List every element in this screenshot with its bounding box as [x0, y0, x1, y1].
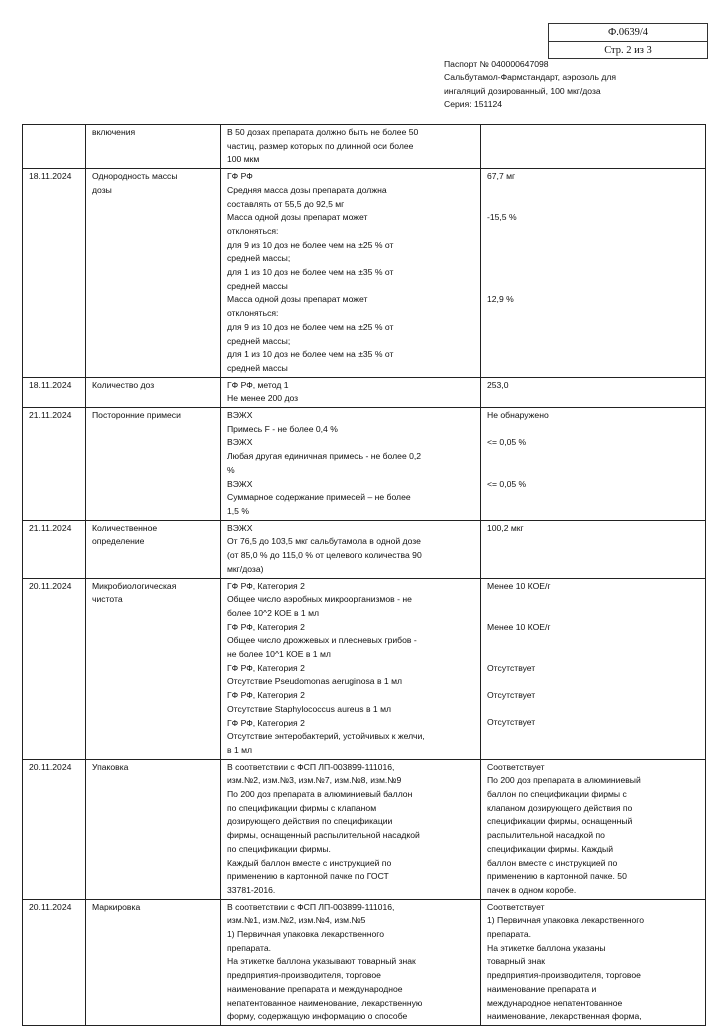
norm-cell-line: по спецификации фирмы. [227, 843, 331, 854]
norm-cell-line: Суммарное содержание примесей – не более [227, 492, 411, 503]
norm-cell-line: Отсутствие Pseudomonas aeruginosa в 1 мл [227, 676, 403, 687]
norm-cell-line: ГФ РФ [227, 171, 253, 182]
result-cell-line: Соответствует [487, 901, 545, 912]
norm-cell-line: В 50 дозах препарата должно быть не более 50 [227, 127, 419, 137]
norm-cell [221, 899, 481, 1025]
test-name-cell [86, 520, 221, 578]
norm-cell [221, 125, 481, 169]
table-row [23, 899, 706, 1025]
result-cell [481, 899, 706, 1025]
norm-cell-line: фирмы, оснащенный распылительной насадкой [227, 830, 420, 841]
norm-cell-line: ВЭЖХ [227, 478, 253, 489]
norm-cell-line: для 9 из 10 доз не более чем на ±25 % от [227, 239, 394, 250]
norm-cell-line: По 200 доз препарата в алюминиевый баллон [227, 789, 413, 800]
norm-cell-line: В соответствии с ФСП ЛП-003899-111016, [227, 761, 395, 772]
page-number: Стр. 2 из 3 [604, 45, 652, 56]
table-row [23, 759, 706, 899]
norm-cell-line: дозирующего действия по спецификации [227, 816, 393, 827]
norm-cell-line: более 10^2 КОЕ в 1 мл [227, 607, 319, 618]
passport-line: Серия: 151124 [444, 99, 503, 110]
norm-cell-line: В соответствии с ФСП ЛП-003899-111016, [227, 901, 395, 912]
table-row [23, 408, 706, 521]
result-cell-line: распылительной насадкой по [487, 830, 605, 841]
test-name-cell-line: дозы [92, 184, 112, 195]
norm-cell-line: ГФ РФ, Категория 2 [227, 717, 305, 728]
norm-cell-line: Не менее 200 доз [227, 393, 299, 404]
result-cell-line: 253,0 [487, 379, 509, 390]
result-cell-line: баллон по спецификации фирмы с [487, 789, 627, 800]
norm-cell-line: Средняя масса дозы препарата должна [227, 184, 387, 195]
test-name-cell-line: включения [92, 127, 136, 137]
norm-cell-line: отклоняться: [227, 308, 279, 319]
norm-cell-line: средней массы; [227, 253, 291, 264]
table-row [23, 125, 706, 169]
test-date-cell: 18.11.2024 [23, 377, 86, 407]
result-cell-line: наименование препарата и [487, 983, 597, 994]
result-cell [481, 125, 706, 169]
result-cell-line: Не обнаружено [487, 410, 549, 421]
norm-cell-line: 100 мкм [227, 154, 260, 165]
result-cell-line: Отсутствует [487, 717, 536, 728]
result-cell-line: Соответствует [487, 761, 545, 772]
norm-cell-line: (от 85,0 % до 115,0 % от целевого количества 90 [227, 550, 422, 561]
result-cell-line [487, 450, 701, 464]
result-cell-line: Отсутствует [487, 690, 536, 701]
norm-cell-line: Масса одной дозы препарат может [227, 212, 368, 223]
passport-line: ингаляций дозированный, 100 мкг/доза [444, 85, 601, 96]
test-date-cell: 20.11.2024 [23, 578, 86, 759]
norm-cell-line: Каждый баллон вместе с инструкцией по [227, 857, 392, 868]
test-name-cell-line: определение [92, 536, 145, 547]
result-cell-line: баллон вместе с инструкцией по [487, 857, 618, 868]
test-name-cell-line: Посторонние примеси [92, 410, 181, 421]
norm-cell-line: ГФ РФ, метод 1 [227, 379, 289, 390]
result-cell-line: 100,2 мкг [487, 522, 524, 533]
result-cell-line: товарный знак [487, 956, 545, 967]
norm-cell [221, 377, 481, 407]
norm-cell-line: Любая другая единичная примесь - не более 0,2 [227, 451, 422, 462]
norm-cell-line: наименование препарата и международное [227, 983, 403, 994]
norm-cell-line: изм.№2, изм.№3, изм.№7, изм.№8, изм.№9 [227, 775, 402, 786]
result-cell-line [487, 266, 701, 280]
norm-cell-line: ВЭЖХ [227, 410, 253, 421]
test-name-cell-line: Упаковка [92, 761, 129, 772]
norm-cell-line: средней массы [227, 362, 288, 373]
form-code-box [548, 23, 708, 59]
result-cell-line: спецификации фирмы. Каждый [487, 843, 613, 854]
norm-cell [221, 408, 481, 521]
test-name-cell-line: Количество доз [92, 379, 155, 390]
result-cell-line: клапаном дозирующего действия по [487, 802, 633, 813]
norm-cell-line: 1) Первичная упаковка лекарственного [227, 929, 384, 940]
result-cell [481, 377, 706, 407]
test-date-cell: 21.11.2024 [23, 520, 86, 578]
result-cell-line: наименование, лекарственная форма, [487, 1011, 642, 1022]
test-results-table [22, 124, 706, 1026]
norm-cell-line: Общее число дрожжевых и плесневых грибов - [227, 635, 417, 646]
result-cell [481, 759, 706, 899]
norm-cell-line: не более 10^1 КОЕ в 1 мл [227, 649, 331, 660]
test-date-cell: 21.11.2024 [23, 408, 86, 521]
result-cell-line [487, 225, 701, 239]
norm-cell-line: частиц, размер которых по длинной оси более [227, 140, 414, 151]
norm-cell-line: Отсутствие Staphylococcus aureus в 1 мл [227, 703, 392, 714]
norm-cell-line: предприятия-производителя, торговое [227, 970, 381, 981]
result-cell-line: пачек в одном коробе. [487, 884, 577, 895]
table-row [23, 377, 706, 407]
form-code: Ф.0639/4 [549, 24, 707, 42]
result-cell-line [487, 634, 701, 648]
test-name-cell-line: чистота [92, 594, 123, 605]
result-cell-line: <= 0,05 % [487, 437, 527, 448]
result-cell-line [487, 648, 701, 662]
result-cell-line: По 200 доз препарата в алюминиевый [487, 775, 641, 786]
norm-cell-line: Масса одной дозы препарат может [227, 294, 368, 305]
result-cell-line: На этикетке баллона указаны [487, 942, 606, 953]
result-cell-line: 12,9 % [487, 294, 514, 305]
norm-cell-line: изм.№1, изм.№2, изм.№4, изм.№5 [227, 915, 366, 926]
test-name-cell-line: Однородность массы [92, 171, 178, 182]
norm-cell [221, 520, 481, 578]
result-cell-line [487, 675, 701, 689]
norm-cell [221, 759, 481, 899]
norm-cell-line: средней массы [227, 280, 288, 291]
norm-cell [221, 169, 481, 378]
result-cell-line: применению в картонной пачке. 50 [487, 871, 627, 882]
norm-cell-line: непатентованное наименование, лекарственную [227, 997, 423, 1008]
passport-line: Сальбутамол-Фармстандарт, аэрозоль для [444, 72, 617, 83]
result-cell-line: 67,7 мг [487, 171, 516, 182]
test-name-cell [86, 578, 221, 759]
result-cell-line: Отсутствует [487, 662, 536, 673]
test-date-cell: 20.11.2024 [23, 759, 86, 899]
result-cell-line: Менее 10 КОЕ/г [487, 621, 551, 632]
passport-line: Паспорт № 040000647098 [444, 59, 549, 69]
test-date-cell [23, 125, 86, 169]
norm-cell-line: для 9 из 10 доз не более чем на ±25 % от [227, 321, 394, 332]
result-cell-line [487, 280, 701, 294]
norm-cell-line: ГФ РФ, Категория 2 [227, 662, 305, 673]
norm-cell-line: ГФ РФ, Категория 2 [227, 580, 305, 591]
result-cell [481, 578, 706, 759]
result-cell-line: <= 0,05 % [487, 478, 527, 489]
result-cell-line [487, 239, 701, 253]
norm-cell-line: ГФ РФ, Категория 2 [227, 690, 305, 701]
result-cell-line [487, 607, 701, 621]
result-cell [481, 169, 706, 378]
test-name-cell [86, 125, 221, 169]
norm-cell-line: средней массы; [227, 335, 291, 346]
result-cell-line [487, 252, 701, 266]
norm-cell-line: На этикетке баллона указывают товарный знак [227, 956, 416, 967]
norm-cell-line: ГФ РФ, Категория 2 [227, 621, 305, 632]
norm-cell-line: % [227, 464, 235, 475]
norm-cell-line: 33781-2016. [227, 884, 276, 895]
test-name-cell [86, 899, 221, 1025]
result-cell-line: препарата. [487, 929, 532, 940]
norm-cell-line: 1,5 % [227, 505, 249, 516]
result-cell-line: международное непатентованное [487, 997, 623, 1008]
test-date-cell: 20.11.2024 [23, 899, 86, 1025]
result-cell [481, 520, 706, 578]
norm-cell [221, 578, 481, 759]
test-name-cell-line: Маркировка [92, 901, 141, 912]
test-name-cell [86, 759, 221, 899]
test-name-cell [86, 377, 221, 407]
result-cell-line [487, 464, 701, 478]
norm-cell-line: форму, содержащую информацию о способе [227, 1011, 408, 1022]
table-row [23, 169, 706, 378]
norm-cell-line: От 76,5 до 103,5 мкг сальбутамола в одной дозе [227, 536, 421, 547]
norm-cell-line: по спецификации фирмы с клапаном [227, 802, 377, 813]
result-cell [481, 408, 706, 521]
norm-cell-line: для 1 из 10 доз не более чем на ±35 % от [227, 267, 394, 278]
result-cell-line [487, 703, 701, 717]
table-row [23, 520, 706, 578]
table-row [23, 578, 706, 759]
norm-cell-line: применению в картонной пачке по ГОСТ [227, 871, 389, 882]
result-cell-line [487, 423, 701, 437]
test-name-cell-line: Количественное [92, 522, 158, 533]
norm-cell-line: составлять от 55,5 до 92,5 мг [227, 198, 345, 209]
norm-cell-line: отклоняться: [227, 225, 279, 236]
norm-cell-line: Примесь F - не более 0,4 % [227, 423, 338, 434]
result-cell-line: -15,5 % [487, 212, 517, 223]
result-cell-line [487, 593, 701, 607]
norm-cell-line: Общее число аэробных микроорганизмов - не [227, 594, 412, 605]
norm-cell-line: препарата. [227, 942, 272, 953]
result-cell-line: предприятия-производителя, торговое [487, 970, 641, 981]
test-name-cell [86, 408, 221, 521]
passport-header [444, 58, 616, 112]
norm-cell-line: ВЭЖХ [227, 522, 253, 533]
result-cell-line: Менее 10 КОЕ/г [487, 580, 551, 591]
test-name-cell-line: Микробиологическая [92, 580, 177, 591]
result-cell-line [487, 184, 701, 198]
result-cell-line: 1) Первичная упаковка лекарственного [487, 915, 644, 926]
norm-cell-line: мкг/доза) [227, 563, 264, 574]
norm-cell-line: для 1 из 10 доз не более чем на ±35 % от [227, 349, 394, 360]
norm-cell-line: в 1 мл [227, 744, 253, 755]
result-cell-line: спецификации фирмы, оснащенный [487, 816, 633, 827]
norm-cell-line: ВЭЖХ [227, 437, 253, 448]
result-cell-line [487, 198, 701, 212]
test-date-cell: 18.11.2024 [23, 169, 86, 378]
norm-cell-line: Отсутствие энтеробактерий, устойчивых к желчи, [227, 731, 425, 742]
test-name-cell [86, 169, 221, 378]
